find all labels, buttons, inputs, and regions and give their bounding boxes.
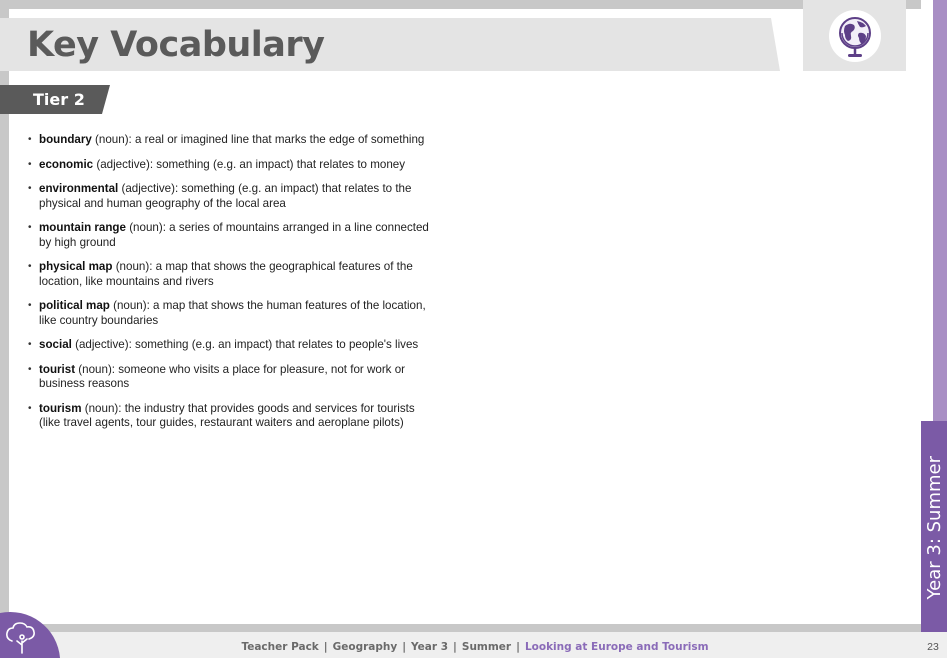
breadcrumb-separator: | <box>453 641 457 653</box>
globe-icon <box>828 9 882 63</box>
vocab-definition: (noun): someone who visits a place for pleasure, not for work or business reasons <box>39 362 406 390</box>
side-tab-label: Year 3: Summer <box>923 455 945 600</box>
breadcrumb-separator: | <box>516 641 520 653</box>
list-item <box>28 363 438 392</box>
breadcrumb-current: Looking at Europe and Tourism <box>524 641 709 653</box>
list-item <box>28 158 438 173</box>
vocab-definition: (noun): a map that shows the geographical features of the location, like mountains and rivers <box>39 260 413 288</box>
breadcrumb-separator: | <box>323 641 328 653</box>
vocab-definition: (adjective): something (e.g. an impact) that relates to people's lives <box>71 338 419 351</box>
breadcrumb-item: Teacher Pack <box>241 641 319 653</box>
vocab-term: economic <box>39 157 94 171</box>
vocab-definition: (adjective): something (e.g. an impact) that relates to money <box>93 157 406 171</box>
page-number: 23 <box>927 641 939 653</box>
list-item <box>28 133 438 148</box>
breadcrumb-item: Year 3 <box>411 641 449 653</box>
list-item <box>28 299 438 328</box>
footer-divider <box>9 624 921 632</box>
list-item <box>28 182 438 211</box>
page-title: Key Vocabulary <box>27 25 325 65</box>
list-item <box>28 338 438 353</box>
vocab-term: environmental <box>39 182 119 195</box>
vocab-term: tourism <box>39 401 82 415</box>
vocab-definition: (adjective): something (e.g. an impact) that relates to the physical and human geography of the local area <box>39 182 412 210</box>
list-item <box>28 260 438 289</box>
vocab-term: physical map <box>39 260 113 273</box>
vocab-definition: (noun): the industry that provides goods and services for tourists (like travel agents, tour guides, restaurant waiters and aeroplane pilots) <box>39 401 415 429</box>
list-item <box>28 402 438 431</box>
side-tab-label-wrap <box>921 421 947 634</box>
tree-logo-icon <box>0 603 60 658</box>
vocab-term: tourist <box>39 362 76 376</box>
vocab-term: political map <box>39 299 110 312</box>
vocab-definition: (noun): a map that shows the human features of the location, like country boundaries <box>39 299 426 327</box>
vocab-definition: (noun): a real or imagined line that marks the edge of something <box>91 133 425 146</box>
vocab-term: social <box>39 338 72 351</box>
breadcrumb <box>0 632 947 658</box>
vocab-term: boundary <box>39 133 92 146</box>
vocab-definition: (noun): a series of mountains arranged in a line connected by high ground <box>39 221 429 249</box>
vocabulary-list <box>28 133 438 441</box>
section-tab-label: Tier 2 <box>33 90 85 109</box>
breadcrumb-item: Geography <box>332 641 398 653</box>
breadcrumb-item: Summer <box>461 641 512 653</box>
vocab-term: mountain range <box>39 221 126 234</box>
list-item <box>28 221 438 250</box>
breadcrumb-separator: | <box>402 641 407 653</box>
